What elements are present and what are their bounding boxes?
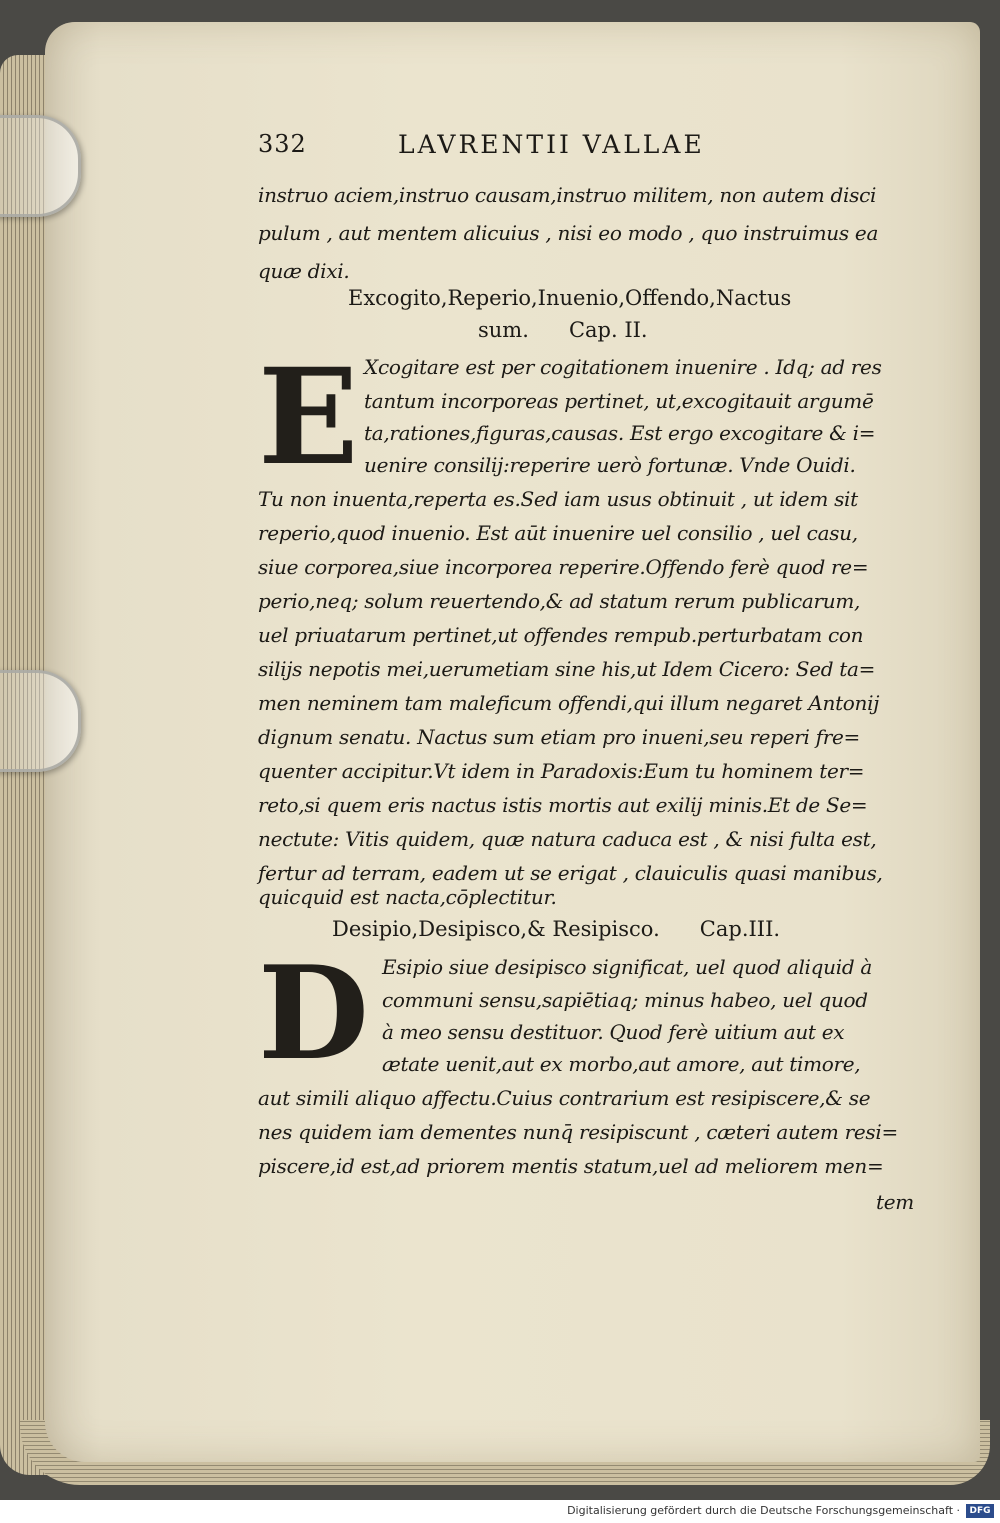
text-line: siue corporea,siue incorporea reperire.Offendo ferè quod re= (258, 555, 869, 579)
text-line: perio,neq; solum reuertendo,& ad statum rerum publicarum, (258, 589, 861, 613)
page-number: 332 (258, 130, 307, 158)
text-line: quæ dixi. (258, 259, 350, 283)
text-line: ta,rationes,figuras,causas. Est ergo excogitare & i= (364, 421, 876, 445)
page-clip-bottom (0, 670, 81, 772)
text-line: piscere,id est,ad priorem mentis statum,uel ad meliorem men= (258, 1154, 884, 1178)
text-line: Tu non inuenta,reperta es.Sed iam usus obtinuit , ut idem sit (258, 487, 858, 511)
funding-credit: Digitalisierung gefördert durch die Deutsche Forschungsgemeinschaft · (567, 1504, 960, 1517)
text-line: Xcogitare est per cogitationem inuenire . Idq; ad res (364, 355, 882, 379)
chapter-heading: Desipio,Desipisco,& Resipisco. Cap.III. (332, 917, 781, 941)
running-head (258, 130, 758, 164)
dfg-logo: DFG (966, 1504, 994, 1518)
text-line: pulum , aut mentem alicuius , nisi eo modo , quo instruimus ea (258, 221, 879, 245)
running-head-title: LAVRENTII VALLAE (398, 130, 705, 159)
text-line: silijs nepotis mei,uerumetiam sine his,ut Idem Cicero: Sed ta= (258, 657, 876, 681)
text-line: ætate uenit,aut ex morbo,aut amore, aut timore, (382, 1052, 861, 1076)
drop-cap-initial: E (258, 340, 359, 495)
text-line: instruo aciem,instruo causam,instruo militem, non autem disci (258, 183, 877, 207)
text-line: uel priuatarum pertinet,ut offendes rempub.perturbatam con (258, 623, 864, 647)
text-line: dignum senatu. Nactus sum etiam pro inueni,seu reperi fre= (258, 725, 861, 749)
text-line: quicquid est nacta,cōplectitur. (258, 885, 557, 909)
text-line: reto,si quem eris nactus istis mortis aut exilij minis.Et de Se= (258, 793, 868, 817)
page-clip-top (0, 115, 81, 217)
chapter-heading: Excogito,Reperio,Inuenio,Offendo,Nactus (348, 286, 792, 310)
catchword: tem (876, 1190, 914, 1214)
text-line: fertur ad terram, eadem ut se erigat , clauiculis quasi manibus, (258, 861, 883, 885)
text-line: à meo sensu destituor. Quod ferè uitium aut ex (382, 1020, 845, 1044)
text-line: men neminem tam maleficum offendi,qui illum negaret Antonij (258, 691, 880, 715)
chapter-heading-cap: sum. Cap. II. (478, 318, 648, 342)
text-line: nes quidem iam dementes nunq̄ resipiscunt , cæteri autem resi= (258, 1120, 898, 1144)
text-line: Esipio siue desipisco significat, uel quod aliquid à (382, 955, 873, 979)
footer-bar (0, 1500, 1000, 1523)
text-line: communi sensu,sapiētiaq; minus habeo, uel quod (382, 988, 868, 1012)
text-line: tantum incorporeas pertinet, ut,excogitauit argumē (364, 389, 874, 413)
text-line: quenter accipitur.Vt idem in Paradoxis:Eum tu hominem ter= (258, 759, 865, 783)
text-line: reperio,quod inuenio. Est aūt inuenire uel consilio , uel casu, (258, 521, 858, 545)
text-line: nectute: Vitis quidem, quæ natura caduca est , & nisi fulta est, (258, 827, 877, 851)
text-line: uenire consilij:reperire uerò fortunæ. Vnde Ouidi. (364, 453, 856, 477)
drop-cap-initial: D (258, 939, 369, 1089)
text-line: aut simili aliquo affectu.Cuius contrarium est resipiscere,& se (258, 1086, 871, 1110)
